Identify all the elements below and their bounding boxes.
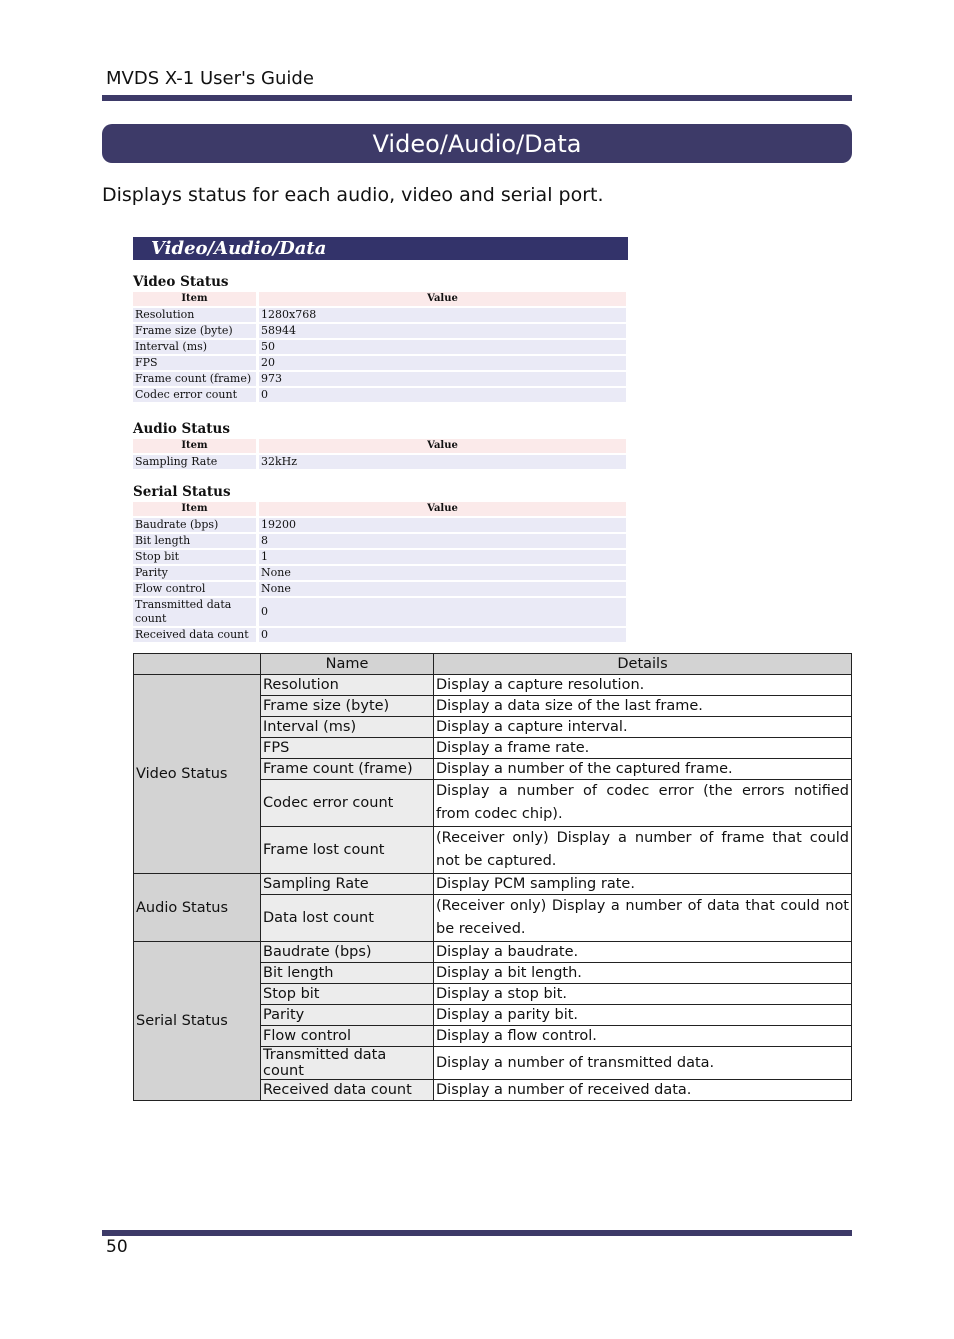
status-row bbox=[133, 582, 626, 596]
status-value: 1 bbox=[259, 550, 626, 564]
row-details: (Receiver only) Display a number of frame that could not be captured. bbox=[434, 827, 852, 874]
row-details: (Receiver only) Display a number of data that could not be received. bbox=[434, 895, 852, 942]
row-name: Codec error count bbox=[261, 780, 434, 827]
footer-rule bbox=[102, 1230, 852, 1236]
status-value: None bbox=[259, 582, 626, 596]
status-row bbox=[133, 455, 626, 469]
status-value: 1280x768 bbox=[259, 308, 626, 322]
status-value: 973 bbox=[259, 372, 626, 386]
row-name: Resolution bbox=[261, 675, 434, 696]
status-value: 0 bbox=[259, 628, 626, 642]
row-details: Display a frame rate. bbox=[434, 738, 852, 759]
row-name: Data lost count bbox=[261, 895, 434, 942]
header-rule bbox=[102, 95, 852, 101]
serial-status-table bbox=[133, 500, 626, 644]
audio-status-table bbox=[133, 437, 626, 471]
row-name: Stop bit bbox=[261, 984, 434, 1005]
video-status-table bbox=[133, 290, 626, 404]
row-name: Frame size (byte) bbox=[261, 696, 434, 717]
row-details: Display a number of transmitted data. bbox=[434, 1047, 852, 1080]
row-details: Display a number of received data. bbox=[434, 1080, 852, 1101]
row-name: Frame lost count bbox=[261, 827, 434, 874]
row-name: Sampling Rate bbox=[261, 874, 434, 895]
status-row bbox=[133, 598, 626, 626]
group-serial-status: Serial Status bbox=[134, 942, 261, 1101]
status-value: 20 bbox=[259, 356, 626, 370]
status-item: Parity bbox=[133, 566, 256, 580]
row-name: Transmitted data count bbox=[261, 1047, 434, 1080]
row-details: Display a bit length. bbox=[434, 963, 852, 984]
status-row bbox=[133, 324, 626, 338]
row-details: Display a baudrate. bbox=[434, 942, 852, 963]
col-item: Item bbox=[133, 292, 256, 306]
status-value: 58944 bbox=[259, 324, 626, 338]
status-value: 32kHz bbox=[259, 455, 626, 469]
status-item: Frame size (byte) bbox=[133, 324, 256, 338]
status-item: Interval (ms) bbox=[133, 340, 256, 354]
row-name: Interval (ms) bbox=[261, 717, 434, 738]
status-row bbox=[133, 534, 626, 548]
section-title: Video/Audio/Data bbox=[372, 129, 582, 158]
col-name: Name bbox=[261, 654, 434, 675]
status-screenshot bbox=[133, 237, 628, 641]
table-row bbox=[134, 942, 852, 963]
status-row bbox=[133, 550, 626, 564]
row-name: FPS bbox=[261, 738, 434, 759]
col-value: Value bbox=[259, 502, 626, 516]
row-details: Display a flow control. bbox=[434, 1026, 852, 1047]
status-row bbox=[133, 340, 626, 354]
status-item: Bit length bbox=[133, 534, 256, 548]
group-video-status: Video Status bbox=[134, 675, 261, 874]
document-header-title: MVDS X-1 User's Guide bbox=[106, 68, 314, 89]
intro-text: Displays status for each audio, video and serial port. bbox=[102, 184, 604, 206]
row-name: Parity bbox=[261, 1005, 434, 1026]
table-row bbox=[134, 675, 852, 696]
status-row bbox=[133, 518, 626, 532]
status-row bbox=[133, 566, 626, 580]
status-value: 8 bbox=[259, 534, 626, 548]
row-details: Display a capture resolution. bbox=[434, 675, 852, 696]
section-title-banner bbox=[102, 124, 852, 163]
group-audio-status: Audio Status bbox=[134, 874, 261, 942]
status-item: Transmitted data count bbox=[133, 598, 256, 626]
status-item: Baudrate (bps) bbox=[133, 518, 256, 532]
col-details: Details bbox=[434, 654, 852, 675]
status-value: 19200 bbox=[259, 518, 626, 532]
col-item: Item bbox=[133, 439, 256, 453]
col-value: Value bbox=[259, 292, 626, 306]
row-details: Display a number of the captured frame. bbox=[434, 759, 852, 780]
page-number: 50 bbox=[106, 1237, 128, 1257]
row-details: Display PCM sampling rate. bbox=[434, 874, 852, 895]
status-item: Flow control bbox=[133, 582, 256, 596]
table-row bbox=[134, 874, 852, 895]
status-value: 50 bbox=[259, 340, 626, 354]
status-item: Frame count (frame) bbox=[133, 372, 256, 386]
row-name: Frame count (frame) bbox=[261, 759, 434, 780]
status-row bbox=[133, 628, 626, 642]
col-item: Item bbox=[133, 502, 256, 516]
row-name: Bit length bbox=[261, 963, 434, 984]
status-value: 0 bbox=[259, 598, 626, 626]
row-name: Received data count bbox=[261, 1080, 434, 1101]
col-group bbox=[134, 654, 261, 675]
row-details: Display a data size of the last frame. bbox=[434, 696, 852, 717]
status-value: None bbox=[259, 566, 626, 580]
status-row bbox=[133, 308, 626, 322]
status-row bbox=[133, 356, 626, 370]
row-details: Display a number of codec error (the errors notified from codec chip). bbox=[434, 780, 852, 827]
status-item: Codec error count bbox=[133, 388, 256, 402]
status-row bbox=[133, 372, 626, 386]
status-item: Sampling Rate bbox=[133, 455, 256, 469]
status-item: Stop bit bbox=[133, 550, 256, 564]
status-row bbox=[133, 388, 626, 402]
status-item: FPS bbox=[133, 356, 256, 370]
status-item: Received data count bbox=[133, 628, 256, 642]
description-table bbox=[133, 653, 852, 1101]
row-name: Flow control bbox=[261, 1026, 434, 1047]
screenshot-title-bar: Video/Audio/Data bbox=[133, 237, 628, 260]
status-item: Resolution bbox=[133, 308, 256, 322]
row-details: Display a capture interval. bbox=[434, 717, 852, 738]
status-value: 0 bbox=[259, 388, 626, 402]
row-name: Baudrate (bps) bbox=[261, 942, 434, 963]
audio-status-heading: Audio Status bbox=[133, 421, 230, 437]
serial-status-heading: Serial Status bbox=[133, 484, 231, 500]
row-details: Display a stop bit. bbox=[434, 984, 852, 1005]
row-details: Display a parity bit. bbox=[434, 1005, 852, 1026]
col-value: Value bbox=[259, 439, 626, 453]
video-status-heading: Video Status bbox=[133, 274, 229, 290]
